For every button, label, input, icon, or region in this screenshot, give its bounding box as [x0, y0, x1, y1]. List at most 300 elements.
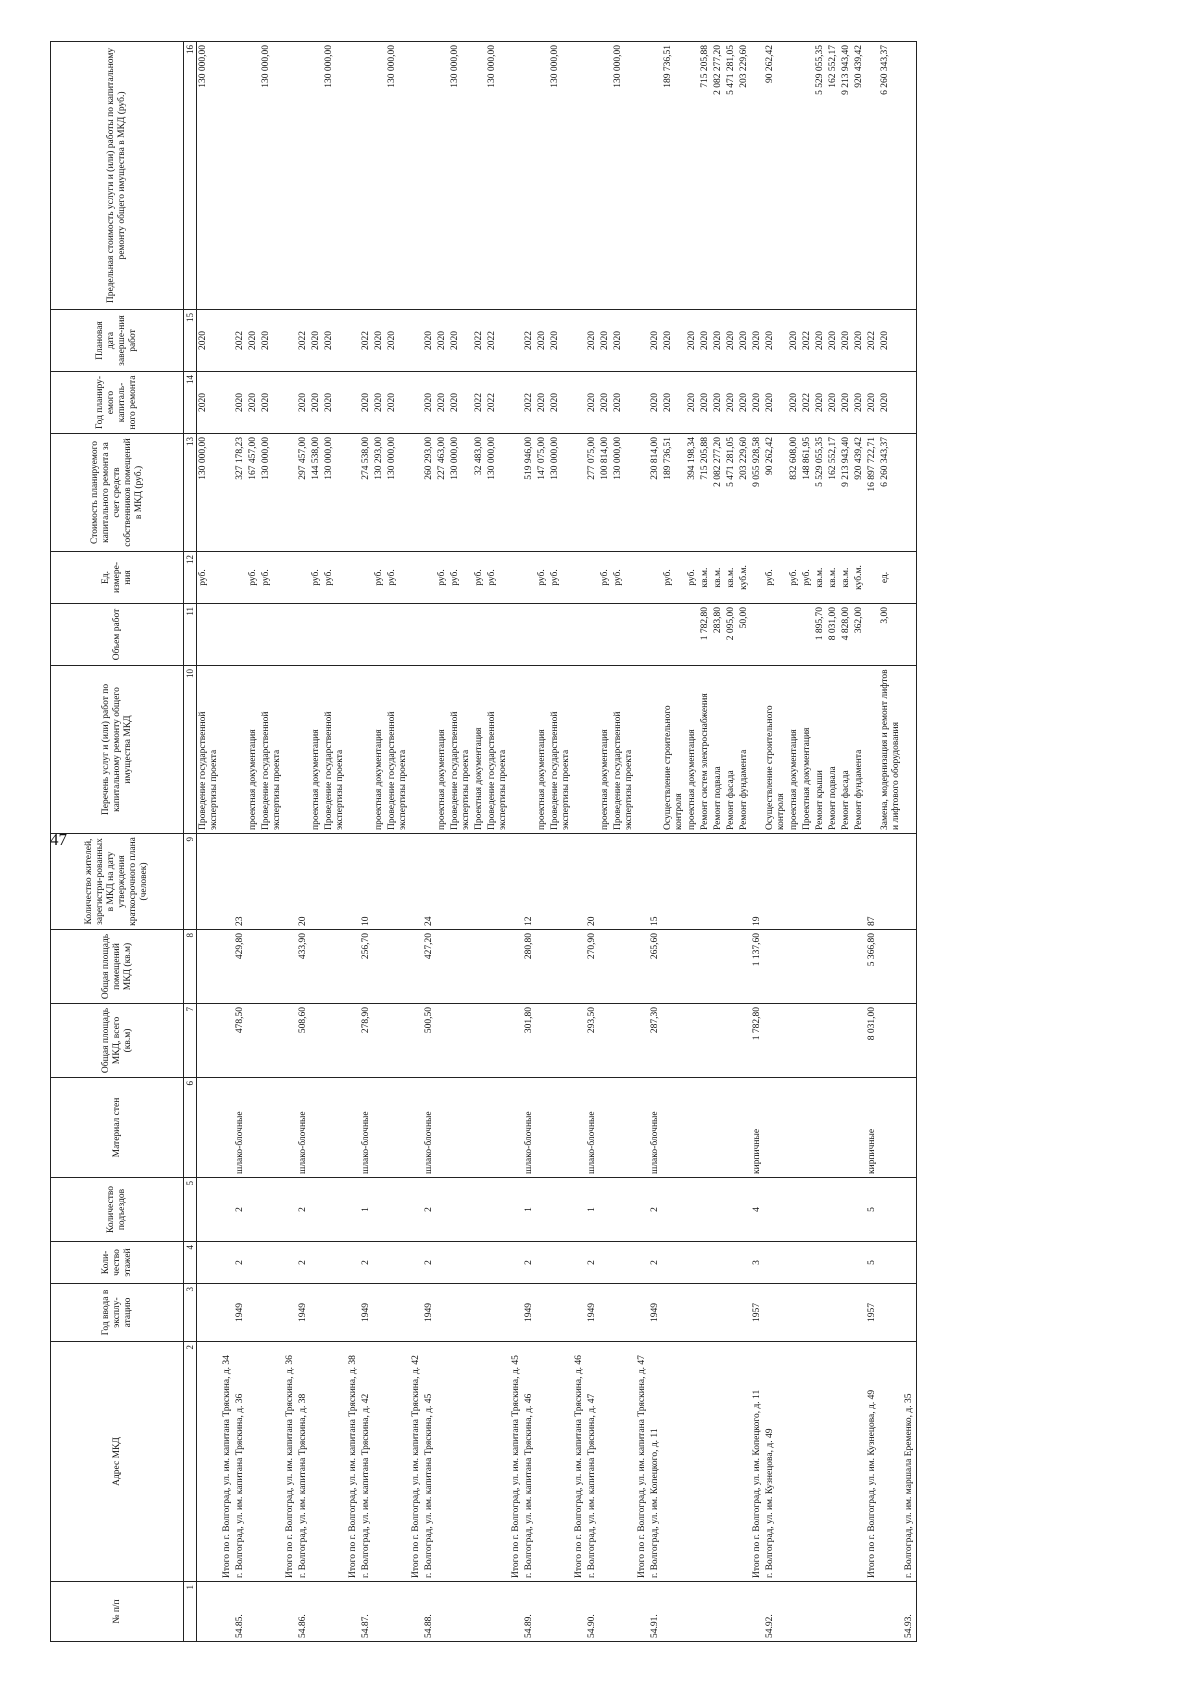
table-cell: [449, 604, 473, 666]
table-cell: [788, 1078, 801, 1178]
table-row: [788, 42, 801, 1642]
column-number: 4: [184, 1242, 197, 1284]
table-cell: 297 457,00: [297, 434, 310, 552]
table-cell: 23: [234, 834, 247, 930]
table-cell: [788, 42, 801, 310]
table-cell: [347, 834, 360, 930]
table-cell: [284, 930, 297, 1004]
table-cell: [549, 1004, 573, 1078]
table-cell: [449, 1342, 473, 1582]
table-row: [323, 42, 347, 1642]
table-cell: [573, 1582, 586, 1642]
table-cell: [284, 1242, 297, 1284]
table-cell: шлако-блочные: [360, 1078, 373, 1178]
table-cell: 2: [586, 1242, 599, 1284]
table-cell: 5: [866, 1178, 879, 1242]
table-row: [725, 42, 738, 1642]
table-cell: [510, 552, 523, 604]
table-cell: руб.: [599, 552, 612, 604]
table-cell: 2020: [197, 310, 222, 372]
header-cell: Материал стен: [51, 1078, 184, 1178]
table-cell: шлако-блочные: [234, 1078, 247, 1178]
table-cell: г. Волгоград, ул. им. маршала Еременко, д. 35: [903, 1342, 917, 1582]
table-cell: 2020: [686, 310, 699, 372]
table-cell: [636, 834, 649, 930]
table-cell: [473, 1242, 486, 1284]
page-number: 47: [50, 830, 67, 849]
table-cell: [197, 1342, 222, 1582]
table-cell: 130 000,00: [386, 42, 410, 310]
table-cell: [197, 834, 222, 930]
table-cell: [649, 42, 662, 310]
table-cell: [410, 1078, 423, 1178]
table-cell: 2020: [738, 310, 751, 372]
table-cell: [801, 604, 814, 666]
table-cell: шлако-блочные: [423, 1078, 436, 1178]
table-row: [523, 42, 536, 1642]
table-cell: [662, 1004, 686, 1078]
table-cell: [801, 42, 814, 310]
table-cell: [612, 1004, 636, 1078]
table-cell: 2020: [662, 310, 686, 372]
table-cell: [221, 1242, 234, 1284]
table-cell: 54.86.: [297, 1582, 310, 1642]
table-cell: 2 095,00: [725, 604, 738, 666]
table-cell: 287,30: [649, 1004, 662, 1078]
table-cell: кв.м.: [725, 552, 738, 604]
table-cell: [903, 1078, 917, 1178]
table-cell: [536, 42, 549, 310]
table-cell: [247, 1178, 260, 1242]
table-cell: 1: [586, 1178, 599, 1242]
table-cell: [373, 1284, 386, 1342]
table-cell: [903, 604, 917, 666]
table-cell: 2020: [323, 310, 347, 372]
table-row: [347, 42, 360, 1642]
table-cell: [814, 1004, 827, 1078]
header-cell: Перечень услуг и (или) работ по капитальному ремонту общего имущества МКД: [51, 666, 184, 834]
table-cell: куб.м.: [738, 552, 751, 604]
table-cell: [197, 1582, 222, 1642]
table-cell: [323, 1178, 347, 1242]
table-cell: [827, 1342, 840, 1582]
table-cell: 130 000,00: [549, 42, 573, 310]
table-cell: [473, 1284, 486, 1342]
table-cell: 1949: [234, 1284, 247, 1342]
table-cell: 1: [523, 1178, 536, 1242]
table-row: [423, 42, 436, 1642]
table-cell: [725, 1242, 738, 1284]
table-cell: 1949: [360, 1284, 373, 1342]
table-cell: [738, 1342, 751, 1582]
table-cell: 920 439,42: [853, 42, 866, 310]
table-cell: [866, 1582, 879, 1642]
table-row: [197, 42, 222, 1642]
table-row: [903, 42, 917, 1642]
table-cell: [221, 1004, 234, 1078]
table-cell: [738, 1178, 751, 1242]
table-cell: [636, 1582, 649, 1642]
table-cell: [386, 1582, 410, 1642]
table-cell: [814, 1178, 827, 1242]
table-cell: [510, 1582, 523, 1642]
table-cell: [247, 930, 260, 1004]
table-cell: 2020: [260, 372, 284, 434]
table-cell: 519 946,00: [523, 434, 536, 552]
table-cell: [788, 834, 801, 930]
table-cell: [599, 1342, 612, 1582]
table-cell: [310, 1242, 323, 1284]
table-cell: [197, 1178, 222, 1242]
table-cell: 2022: [234, 310, 247, 372]
table-cell: [801, 1078, 814, 1178]
table-cell: [449, 1004, 473, 1078]
table-cell: [436, 930, 449, 1004]
table-cell: [662, 1178, 686, 1242]
table-row: [649, 42, 662, 1642]
table-cell: 2020: [423, 372, 436, 434]
table-cell: [612, 1242, 636, 1284]
table-cell: [473, 1582, 486, 1642]
table-cell: [725, 1004, 738, 1078]
table-cell: 1: [360, 1178, 373, 1242]
table-cell: [814, 1342, 827, 1582]
table-cell: [612, 834, 636, 930]
table-cell: 100 814,00: [599, 434, 612, 552]
table-cell: [436, 1178, 449, 1242]
table-cell: [436, 1284, 449, 1342]
table-cell: 260 293,00: [423, 434, 436, 552]
table-cell: [738, 834, 751, 930]
table-cell: [536, 1342, 549, 1582]
table-cell: 5 366,80: [866, 930, 879, 1004]
table-cell: [764, 834, 788, 930]
table-cell: [801, 930, 814, 1004]
table-cell: [636, 310, 649, 372]
table-cell: [197, 1242, 222, 1284]
table-cell: кирпичные: [866, 1078, 879, 1178]
table-cell: 2020: [764, 372, 788, 434]
table-cell: [725, 1342, 738, 1582]
table-cell: 362,00: [853, 604, 866, 666]
header-cell: Общая площадь помещений МКД (кв.м): [51, 930, 184, 1004]
table-cell: [612, 930, 636, 1004]
table-cell: [814, 930, 827, 1004]
table-cell: руб.: [788, 552, 801, 604]
table-cell: 2: [649, 1242, 662, 1284]
table-cell: Осуществление строительного контроля: [662, 666, 686, 834]
table-cell: 4: [751, 1178, 764, 1242]
table-cell: [510, 1004, 523, 1078]
table-cell: [612, 1178, 636, 1242]
table-row: [260, 42, 284, 1642]
table-cell: 500,50: [423, 1004, 436, 1078]
table-cell: проектная документация: [373, 666, 386, 834]
table-cell: 2022: [523, 310, 536, 372]
table-cell: 2020: [853, 372, 866, 434]
table-cell: [853, 1242, 866, 1284]
table-cell: 2020: [549, 310, 573, 372]
table-cell: [636, 666, 649, 834]
table-cell: руб.: [612, 552, 636, 604]
table-cell: [347, 310, 360, 372]
table-cell: [879, 1284, 903, 1342]
table-cell: [260, 1342, 284, 1582]
table-cell: проектная документация: [536, 666, 549, 834]
table-cell: [599, 834, 612, 930]
table-cell: 1949: [649, 1284, 662, 1342]
table-cell: [751, 42, 764, 310]
table-cell: 1957: [866, 1284, 879, 1342]
table-cell: [386, 1004, 410, 1078]
table-cell: [612, 1582, 636, 1642]
table-cell: [284, 604, 297, 666]
table-cell: 2020: [612, 310, 636, 372]
table-cell: 2020: [586, 310, 599, 372]
table-cell: [712, 1078, 725, 1178]
table-cell: Проведение государственной экспертизы проекта: [549, 666, 573, 834]
table-cell: [903, 1284, 917, 1342]
table-cell: [260, 930, 284, 1004]
table-cell: 9 213 943,40: [840, 42, 853, 310]
table-cell: [310, 1078, 323, 1178]
table-cell: [360, 604, 373, 666]
table-cell: руб.: [323, 552, 347, 604]
table-row: [636, 42, 649, 1642]
table-cell: [297, 604, 310, 666]
column-number: 3: [184, 1284, 197, 1342]
table-cell: 1 782,80: [699, 604, 712, 666]
table-cell: [853, 1582, 866, 1642]
table-cell: руб.: [764, 552, 788, 604]
table-cell: [510, 604, 523, 666]
table-cell: [423, 666, 436, 834]
table-cell: [840, 1342, 853, 1582]
table-cell: 54.93.: [903, 1582, 917, 1642]
table-cell: [636, 434, 649, 552]
table-cell: 32 483,00: [473, 434, 486, 552]
table-cell: 1949: [423, 1284, 436, 1342]
table-row: [662, 42, 686, 1642]
table-row: [599, 42, 612, 1642]
table-cell: [725, 1078, 738, 1178]
table-cell: [386, 930, 410, 1004]
table-cell: 2020: [449, 310, 473, 372]
table-cell: Ремонт фундамента: [853, 666, 866, 834]
table-cell: 227 463,00: [436, 434, 449, 552]
table-cell: [801, 1342, 814, 1582]
table-cell: [686, 42, 699, 310]
table-cell: [536, 1178, 549, 1242]
table-cell: [903, 930, 917, 1004]
table-cell: [297, 552, 310, 604]
table-cell: [310, 930, 323, 1004]
table-cell: [410, 666, 423, 834]
table-cell: г. Волгоград, ул. им. капитана Тряскина, д. 38: [297, 1342, 310, 1582]
table-cell: [549, 834, 573, 930]
table-row: [738, 42, 751, 1642]
table-cell: 2020: [449, 372, 473, 434]
table-cell: 130 000,00: [323, 434, 347, 552]
table-cell: 189 736,51: [662, 434, 686, 552]
table-cell: [549, 1342, 573, 1582]
table-cell: 2022: [473, 372, 486, 434]
table-cell: 162 552,17: [827, 42, 840, 310]
table-cell: [903, 42, 917, 310]
table-cell: [486, 930, 510, 1004]
table-row: [247, 42, 260, 1642]
table-cell: [586, 666, 599, 834]
table-cell: куб.м.: [853, 552, 866, 604]
table-cell: [879, 1582, 903, 1642]
table-cell: [323, 604, 347, 666]
table-cell: 130 000,00: [549, 434, 573, 552]
table-cell: [764, 604, 788, 666]
table-cell: 2020: [586, 372, 599, 434]
table-cell: [347, 930, 360, 1004]
header-row: [51, 42, 184, 1642]
table-cell: [486, 1284, 510, 1342]
table-cell: [436, 604, 449, 666]
table-cell: 2022: [360, 310, 373, 372]
table-cell: [386, 1342, 410, 1582]
table-cell: [636, 930, 649, 1004]
table-cell: 130 000,00: [260, 434, 284, 552]
table-cell: 2020: [599, 310, 612, 372]
table-cell: [310, 834, 323, 930]
table-cell: [510, 1178, 523, 1242]
table-cell: [788, 1004, 801, 1078]
table-cell: [323, 1004, 347, 1078]
table-cell: [523, 604, 536, 666]
table-cell: [599, 1242, 612, 1284]
column-number: 8: [184, 930, 197, 1004]
table-cell: [612, 1078, 636, 1178]
table-cell: [347, 434, 360, 552]
table-cell: 2020: [840, 310, 853, 372]
table-cell: [751, 552, 764, 604]
table-cell: [840, 1284, 853, 1342]
table-cell: [879, 1178, 903, 1242]
table-cell: [510, 1242, 523, 1284]
table-cell: [573, 42, 586, 310]
table-cell: [573, 930, 586, 1004]
table-row: [866, 42, 879, 1642]
table-cell: [284, 1178, 297, 1242]
table-cell: 2020: [725, 310, 738, 372]
table-cell: [549, 1284, 573, 1342]
table-cell: кв.м.: [699, 552, 712, 604]
column-number: 9: [184, 834, 197, 930]
column-number: 6: [184, 1078, 197, 1178]
table-cell: [284, 1004, 297, 1078]
table-cell: 2020: [699, 310, 712, 372]
table-cell: [449, 834, 473, 930]
table-cell: 4 828,00: [840, 604, 853, 666]
table-cell: [410, 1004, 423, 1078]
table-row: [310, 42, 323, 1642]
table-cell: 162 552,17: [827, 434, 840, 552]
table-cell: 130 000,00: [486, 434, 510, 552]
table-cell: 2020: [323, 372, 347, 434]
table-cell: 278,90: [360, 1004, 373, 1078]
table-cell: [549, 1078, 573, 1178]
table-cell: [410, 434, 423, 552]
table-cell: Итого по г. Волгоград, ул. им. капитана Тряскина, д. 36: [284, 1342, 297, 1582]
table-cell: 90 262,42: [764, 434, 788, 552]
table-cell: проектная документация: [788, 666, 801, 834]
table-cell: [347, 1004, 360, 1078]
table-cell: 5 471 281,05: [725, 434, 738, 552]
table-cell: [903, 1178, 917, 1242]
table-cell: [386, 1242, 410, 1284]
table-row: [386, 42, 410, 1642]
table-cell: [686, 1242, 699, 1284]
table-cell: [310, 1582, 323, 1642]
table-cell: [247, 1342, 260, 1582]
table-cell: [725, 1582, 738, 1642]
table-cell: [310, 1342, 323, 1582]
table-cell: 20: [297, 834, 310, 930]
table-cell: [649, 666, 662, 834]
table-row: [686, 42, 699, 1642]
table-row: [573, 42, 586, 1642]
table-cell: [323, 1342, 347, 1582]
table-cell: [221, 666, 234, 834]
table-row: [284, 42, 297, 1642]
table-cell: проектная документация: [310, 666, 323, 834]
table-cell: [699, 834, 712, 930]
table-cell: [699, 930, 712, 1004]
table-row: [586, 42, 599, 1642]
table-cell: Проведение государственной экспертизы проекта: [197, 666, 222, 834]
table-cell: 1 895,70: [814, 604, 827, 666]
table-cell: 429,80: [234, 930, 247, 1004]
table-cell: шлако-блочные: [297, 1078, 310, 1178]
table-row: [510, 42, 523, 1642]
table-cell: [573, 1284, 586, 1342]
table-row: [764, 42, 788, 1642]
table-cell: [221, 310, 234, 372]
table-cell: Ремонт подвала: [712, 666, 725, 834]
table-cell: 12: [523, 834, 536, 930]
table-cell: [549, 1582, 573, 1642]
table-cell: шлако-блочные: [586, 1078, 599, 1178]
table-cell: [903, 1004, 917, 1078]
table-cell: [712, 1242, 725, 1284]
table-cell: [840, 1004, 853, 1078]
table-cell: [473, 1342, 486, 1582]
table-cell: 2020: [310, 310, 323, 372]
table-cell: [284, 1284, 297, 1342]
table-cell: [840, 1582, 853, 1642]
table-cell: 270,90: [586, 930, 599, 1004]
table-cell: 2020: [373, 310, 386, 372]
table-cell: 2020: [197, 372, 222, 434]
table-cell: Проектная документация: [473, 666, 486, 834]
table-cell: Проведение государственной экспертизы проекта: [260, 666, 284, 834]
table-cell: [221, 1178, 234, 1242]
table-cell: 274 538,00: [360, 434, 373, 552]
table-cell: [284, 372, 297, 434]
table-cell: [649, 604, 662, 666]
header-cell: Количество подъездов: [51, 1178, 184, 1242]
table-cell: кв.м.: [712, 552, 725, 604]
table-cell: [323, 1078, 347, 1178]
table-cell: [903, 666, 917, 834]
table-cell: 1949: [523, 1284, 536, 1342]
table-cell: руб.: [449, 552, 473, 604]
